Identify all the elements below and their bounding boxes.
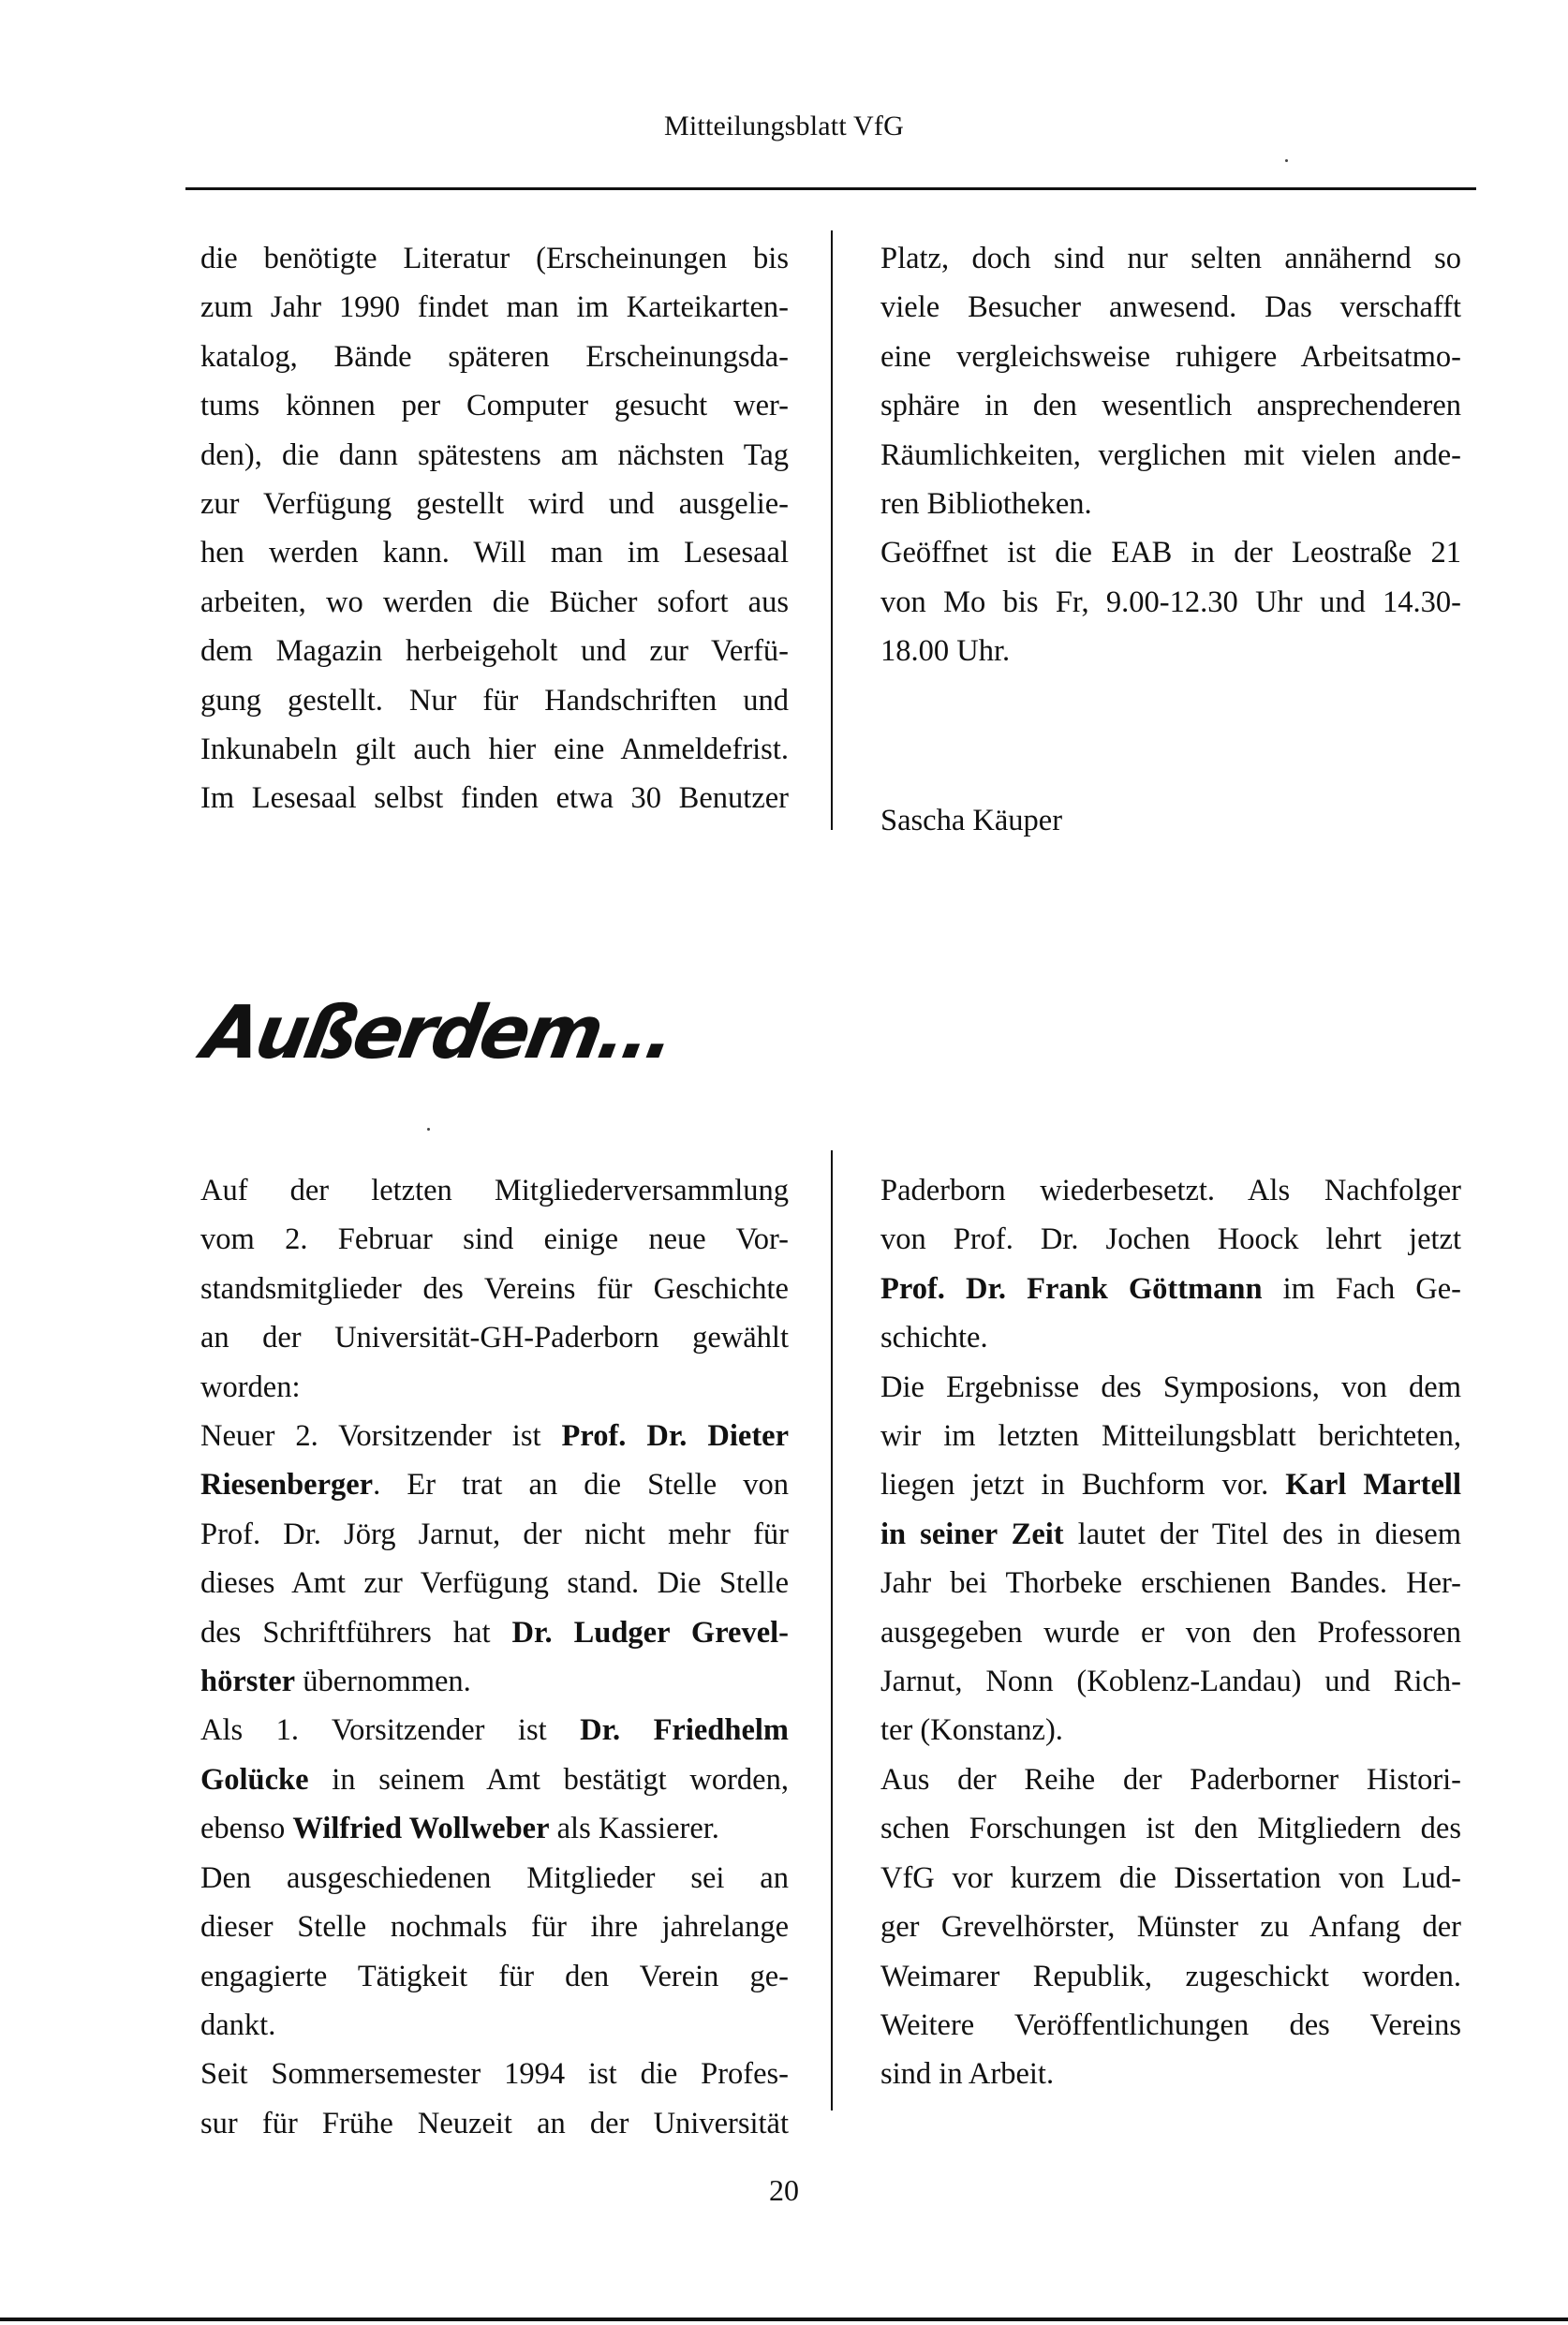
person-name: hörster: [200, 1665, 296, 1699]
person-name: Riesenberger: [200, 1468, 374, 1503]
text-run: des Schriftführers hat: [200, 1615, 512, 1650]
book-title: Karl Martell: [1285, 1468, 1461, 1503]
text-line: arbeiten, wo werden die Bücher sofort aus: [200, 585, 789, 619]
text-run: liegen jetzt in Buchform vor.: [880, 1468, 1286, 1503]
text-line: wir im letzten Mitteilungsblatt berichteten,: [880, 1419, 1461, 1454]
text-run: lautet der Titel des in diesem: [1063, 1517, 1462, 1551]
section2-left-column: [200, 1166, 789, 2148]
person-name: Golücke: [200, 1762, 309, 1797]
text-line: Weitere Veröffentlichungen des Vereins: [880, 2007, 1461, 2042]
text-line: schichte.: [880, 1321, 988, 1355]
text-run: . Er trat an die Stelle von: [373, 1468, 789, 1503]
person-name: Dr. Friedhelm: [580, 1713, 789, 1748]
section2-right-column: [880, 1166, 1461, 2099]
text-run: ebenso: [200, 1812, 293, 1846]
text-line: von Mo bis Fr, 9.00-12.30 Uhr und 14.30-: [880, 585, 1461, 619]
text-line: Aus der Reihe der Paderborner Histori-: [880, 1762, 1461, 1797]
text-line: Jarnut, Nonn (Koblenz-Landau) und Rich-: [880, 1665, 1461, 1699]
text-line: Die Ergebnisse des Symposions, von dem: [880, 1370, 1461, 1404]
text-line: zum Jahr 1990 findet man im Karteikarten-: [200, 290, 789, 325]
text-line: Im Lesesaal selbst finden etwa 30 Benutzer: [200, 781, 789, 816]
text-line: ger Grevelhörster, Münster zu Anfang der: [880, 1910, 1461, 1945]
text-line: engagierte Tätigkeit für den Verein ge-: [200, 1959, 789, 1993]
text-line: sur für Frühe Neuzeit an der Universität: [200, 2106, 789, 2140]
text-line: zur Verfügung gestellt wird und ausgelie-: [200, 487, 789, 522]
text-line: ren Bibliotheken.: [880, 487, 1092, 522]
header-rule: [185, 187, 1476, 190]
text-line: [200, 1804, 789, 1853]
person-name: Prof. Dr. Frank Göttmann: [880, 1271, 1263, 1306]
text-line: Paderborn wiederbesetzt. Als Nachfolger: [880, 1174, 1461, 1207]
text-line: Weimarer Republik, zugeschickt worden.: [880, 1959, 1461, 1993]
text-line: [200, 1706, 789, 1755]
text-line: [200, 1412, 789, 1460]
text-line: VfG vor kurzem die Dissertation von Lud-: [880, 1860, 1461, 1895]
text-line: an der Universität-GH-Paderborn gewählt: [200, 1321, 789, 1355]
text-line: Platz, doch sind nur selten annähernd so: [880, 242, 1461, 275]
text-line: viele Besucher anwesend. Das verschafft: [880, 290, 1461, 325]
text-line: tums können per Computer gesucht wer-: [200, 389, 789, 423]
text-line: Räumlichkeiten, verglichen mit vielen ande-: [880, 437, 1461, 472]
text-line: dem Magazin herbeigeholt und zur Verfü-: [200, 634, 789, 669]
section2-column-divider: [831, 1150, 833, 2110]
page-number: 20: [769, 2173, 799, 2207]
scan-speck: [1285, 159, 1288, 162]
page-header-title: Mitteilungsblatt VfG: [664, 111, 904, 141]
text-line: dieses Amt zur Verfügung stand. Die Stelle: [200, 1566, 789, 1601]
text-line: Prof. Dr. Jörg Jarnut, der nicht mehr für: [200, 1517, 789, 1551]
text-line: sind in Arbeit.: [880, 2057, 1055, 2092]
text-run: als Kassierer.: [549, 1812, 719, 1846]
bottom-rule: [0, 2318, 1568, 2321]
text-line: Jahr bei Thorbeke erschienen Bandes. Her-: [880, 1566, 1461, 1601]
text-line: [880, 1265, 1461, 1313]
text-line: worden:: [200, 1370, 301, 1404]
book-title: in seiner Zeit: [880, 1517, 1064, 1551]
text-run: in seinem Amt bestätigt worden,: [308, 1762, 789, 1797]
text-line: Den ausgeschiedenen Mitglieder sei an: [200, 1860, 789, 1895]
text-line: [200, 1657, 789, 1706]
text-line: Auf der letzten Mitgliederversammlung: [200, 1174, 789, 1207]
text-line: katalog, Bände späteren Erscheinungsda-: [200, 339, 789, 374]
section1-right-column: [880, 234, 1461, 676]
text-line: eine vergleichsweise ruhigere Arbeitsatmo-: [880, 339, 1461, 374]
text-line: [200, 1460, 789, 1509]
text-line: hen werden kann. Will man im Lesesaal: [200, 536, 789, 570]
text-line: standsmitglieder des Vereins für Geschichte: [200, 1271, 789, 1306]
text-run: übernommen.: [295, 1665, 471, 1699]
person-name: Wilfried Wollweber: [292, 1812, 550, 1846]
text-line: Inkunabeln gilt auch hier eine Anmeldefrist.: [200, 733, 789, 767]
text-line: ter (Konstanz).: [880, 1713, 1063, 1748]
section1-left-column: [200, 234, 789, 823]
person-name: Prof. Dr. Dieter: [561, 1419, 789, 1454]
text-line: Seit Sommersemester 1994 ist die Profes-: [200, 2057, 789, 2092]
text-line: dieser Stelle nochmals für ihre jahrelange: [200, 1910, 789, 1945]
section1-column-divider: [831, 230, 833, 830]
text-run: Neuer 2. Vorsitzender ist: [200, 1419, 562, 1454]
article-author: Sascha Käuper: [880, 804, 1063, 837]
text-line: ausgegeben wurde er von den Professoren: [880, 1615, 1461, 1650]
text-run: Als 1. Vorsitzender ist: [200, 1713, 581, 1748]
text-run: im Fach Ge-: [1262, 1271, 1462, 1306]
text-line: [200, 1755, 789, 1804]
text-line: [880, 1460, 1461, 1509]
text-line: von Prof. Dr. Jochen Hoock lehrt jetzt: [880, 1222, 1461, 1257]
text-line: [880, 1510, 1461, 1559]
text-line: Geöffnet ist die EAB in der Leostraße 21: [880, 536, 1461, 570]
text-line: die benötigte Literatur (Erscheinungen bis: [200, 242, 789, 275]
text-line: gung gestellt. Nur für Handschriften und: [200, 683, 789, 718]
section-heading: Außerdem...: [197, 991, 679, 1075]
scan-speck: [427, 1128, 430, 1131]
text-line: 18.00 Uhr.: [880, 634, 1011, 669]
text-line: vom 2. Februar sind einige neue Vor-: [200, 1222, 789, 1257]
text-line: den), die dann spätestens am nächsten Tag: [200, 437, 789, 472]
text-line: schen Forschungen ist den Mitgliedern des: [880, 1812, 1461, 1846]
text-line: [200, 1608, 789, 1657]
text-line: sphäre in den wesentlich ansprechenderen: [880, 389, 1461, 423]
text-line: dankt.: [200, 2007, 276, 2042]
person-name: Dr. Ludger Grevel-: [511, 1615, 790, 1650]
